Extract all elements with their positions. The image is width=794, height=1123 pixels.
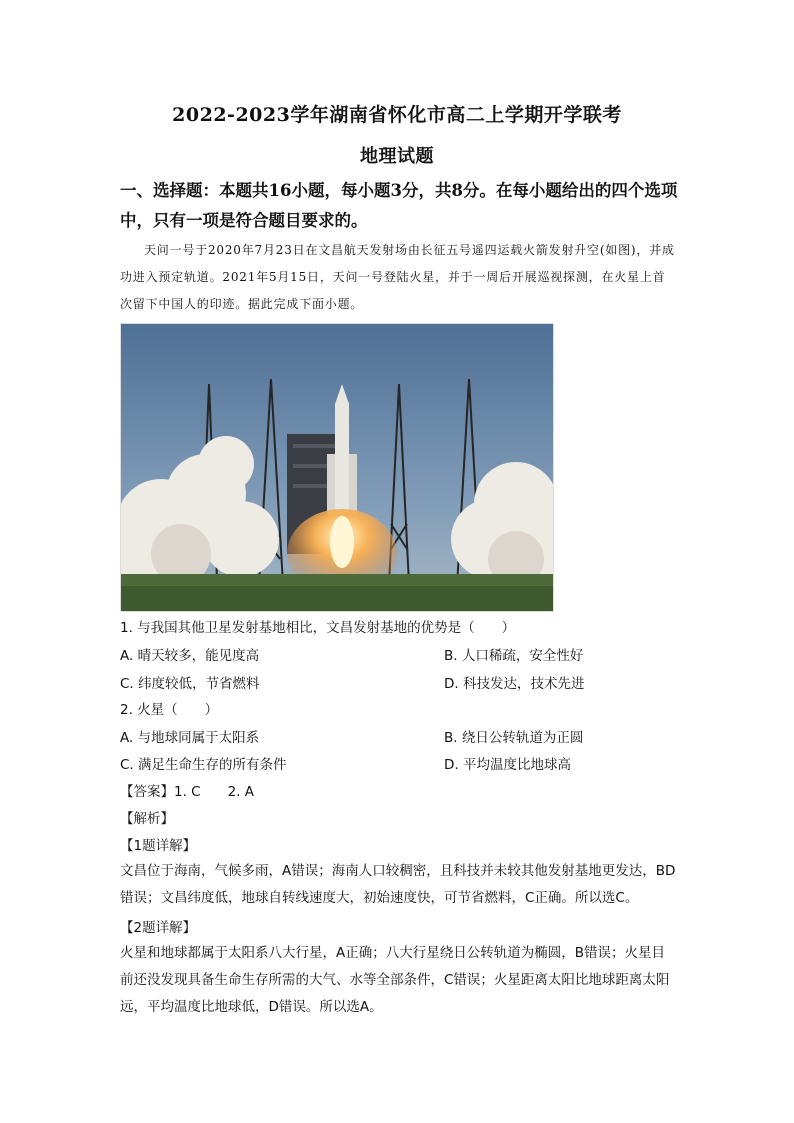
q2-analysis-label: 【2题详解】 [120,920,197,936]
section-heading: 一、选择题：本题共16小题，每小题3分，共8分。在每小题给出的四个选项中，只有一项是符合题目要求的。 [120,181,678,230]
question-1-option-b: B. 人口稀疏，安全性好 [444,648,584,664]
intro-paragraph: 天问一号于2020年7月23日在文昌航天发射场由长征五号遥四运载火箭发射升空(如图)，并成功进入预定轨道。2021年5月15日，天问一号登陆火星，并于一周后开展巡视探测，在火星上首次留下中国人的印迹。据此完成下面小题。 [120,243,675,311]
answer-line [120,782,254,802]
answer-label: 【答案】 [120,784,174,800]
question-1-option-c: C. 纬度较低，节省燃料 [120,676,260,692]
question-2-stem: 2. 火星（ ） [120,702,219,718]
question-1-option-a: A. 晴天较多，能见度高 [120,648,260,664]
question-2-option-d: D. 平均温度比地球高 [444,757,571,773]
question-2-option-a: A. 与地球同属于太阳系 [120,730,260,746]
question-1-stem: 1. 与我国其他卫星发射基地相比，文昌发射基地的优势是（ ） [120,620,516,636]
analysis-label: 【解析】 [120,811,174,827]
q1-analysis-label: 【1题详解】 [120,838,197,854]
answer-values: 1. C 2. A [174,784,255,800]
question-2-option-b: B. 绕日公转轨道为正圆 [444,730,584,746]
q1-analysis-text: 文昌位于海南，气候多雨，A错误；海南人口较稠密，且科技并未较其他发射基地更发达，BD错误；文昌纬度低，地球自转线速度大，初始速度快，可节省燃料，C正确。所以选C。 [120,863,676,906]
page-title: 2022-2023学年湖南省怀化市高二上学期开学联考 [172,104,622,126]
question-1-option-d: D. 科技发达，技术先进 [444,676,585,692]
question-2-option-c: C. 满足生命生存的所有条件 [120,757,287,773]
page-subtitle: 地理试题 [360,146,434,167]
q2-analysis-text: 火星和地球都属于太阳系八大行星，A正确；八大行星绕日公转轨道为椭圆，B错误；火星目前还没发现具备生命生存所需的大气、水等全部条件，C错误；火星距离太阳比地球距离太阳远，平均温度比地球低，D错误。所以选A。 [120,945,670,1015]
rocket-launch-photo [120,323,554,612]
